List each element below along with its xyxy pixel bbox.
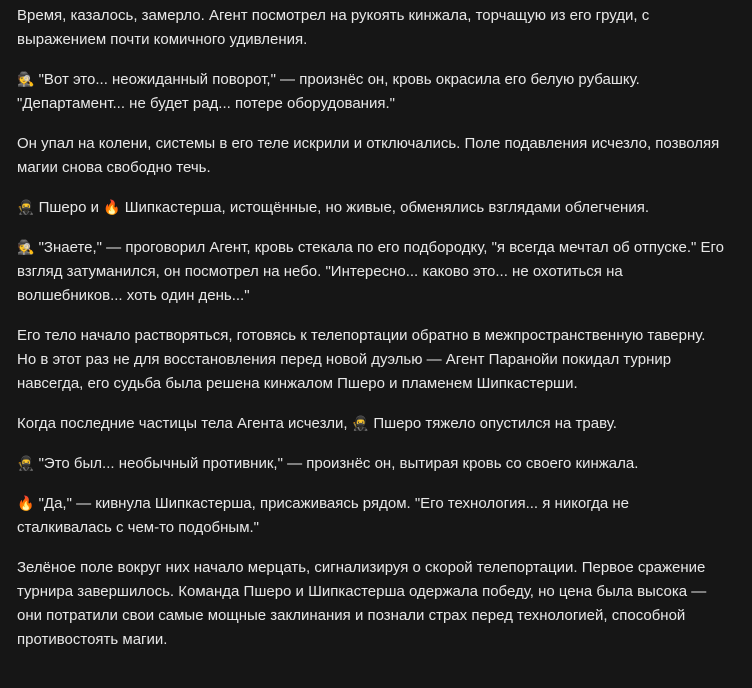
agent-spy-icon: 🕵 bbox=[17, 72, 35, 88]
paragraph-text: "Это был... необычный противник," — произнёс он, вытирая кровь со своего кинжала. bbox=[34, 455, 639, 472]
story-paragraph bbox=[17, 412, 726, 436]
paragraph-text: "Вот это... неожиданный поворот," — произнёс он, кровь окрасила его белую рубашку. "Департамент... не будет рад... потере оборудования." bbox=[17, 71, 640, 112]
ninja-icon: 🥷 bbox=[17, 456, 35, 472]
agent-spy-icon: 🕵 bbox=[17, 240, 35, 256]
paragraph-text: "Знаете," — проговорил Агент, кровь стекала по его подбородку, "я всегда мечтал об отпуске." Его взгляд затуманился, он посмотрел на небо. "Интересно... каково это... не охотиться на волшебников... хоть один день..." bbox=[17, 239, 724, 304]
story-paragraph bbox=[17, 132, 726, 180]
fire-icon: 🔥 bbox=[17, 496, 35, 512]
paragraph-text: "Да," — кивнула Шипкастерша, присаживаясь рядом. "Его технология... я никогда не сталкивалась с чем-то подобным." bbox=[17, 495, 629, 536]
fire-icon: 🔥 bbox=[103, 200, 121, 216]
story-paragraph bbox=[17, 196, 726, 220]
paragraph-text: Шипкастерша, истощённые, но живые, обменялись взглядами облегчения. bbox=[120, 199, 649, 216]
story-paragraph bbox=[17, 68, 726, 116]
paragraph-text: Когда последние частицы тела Агента исчезли, bbox=[17, 415, 352, 432]
story-paragraph bbox=[17, 324, 726, 396]
story-paragraph bbox=[17, 4, 726, 52]
paragraph-text: Его тело начало растворяться, готовясь к телепортации обратно в межпространственную таверну. Но в этот раз не для восстановления перед новой дуэлью — Агент Паранойи покидал турнир навсегда, его судьба была решена кинжалом Пшеро и пламенем Шипкастерши. bbox=[17, 327, 706, 392]
story-paragraph bbox=[17, 556, 726, 652]
story-paragraph bbox=[17, 452, 726, 476]
ninja-icon: 🥷 bbox=[351, 416, 370, 432]
paragraph-text: Зелёное поле вокруг них начало мерцать, сигнализируя о скорой телепортации. Первое сражение турнира завершилось. Команда Пшеро и Шипкастерша одержала победу, но цена была высока — они потратили свои самые мощные заклинания и познали страх перед технологией, способной противостоять магии. bbox=[17, 559, 707, 648]
ninja-icon: 🥷 bbox=[17, 200, 35, 216]
story-paragraph bbox=[17, 236, 726, 308]
paragraph-text: Он упал на колени, системы в его теле искрили и отключались. Поле подавления исчезло, позволяя магии снова свободно течь. bbox=[17, 135, 720, 176]
paragraph-text: Время, казалось, замерло. Агент посмотрел на рукоять кинжала, торчащую из его груди, с выражением почти комичного удивления. bbox=[17, 7, 650, 48]
paragraph-text: Пшеро тяжело опустился на траву. bbox=[369, 415, 617, 432]
paragraph-text: Пшеро и bbox=[34, 199, 104, 216]
story-paragraph bbox=[17, 492, 726, 540]
